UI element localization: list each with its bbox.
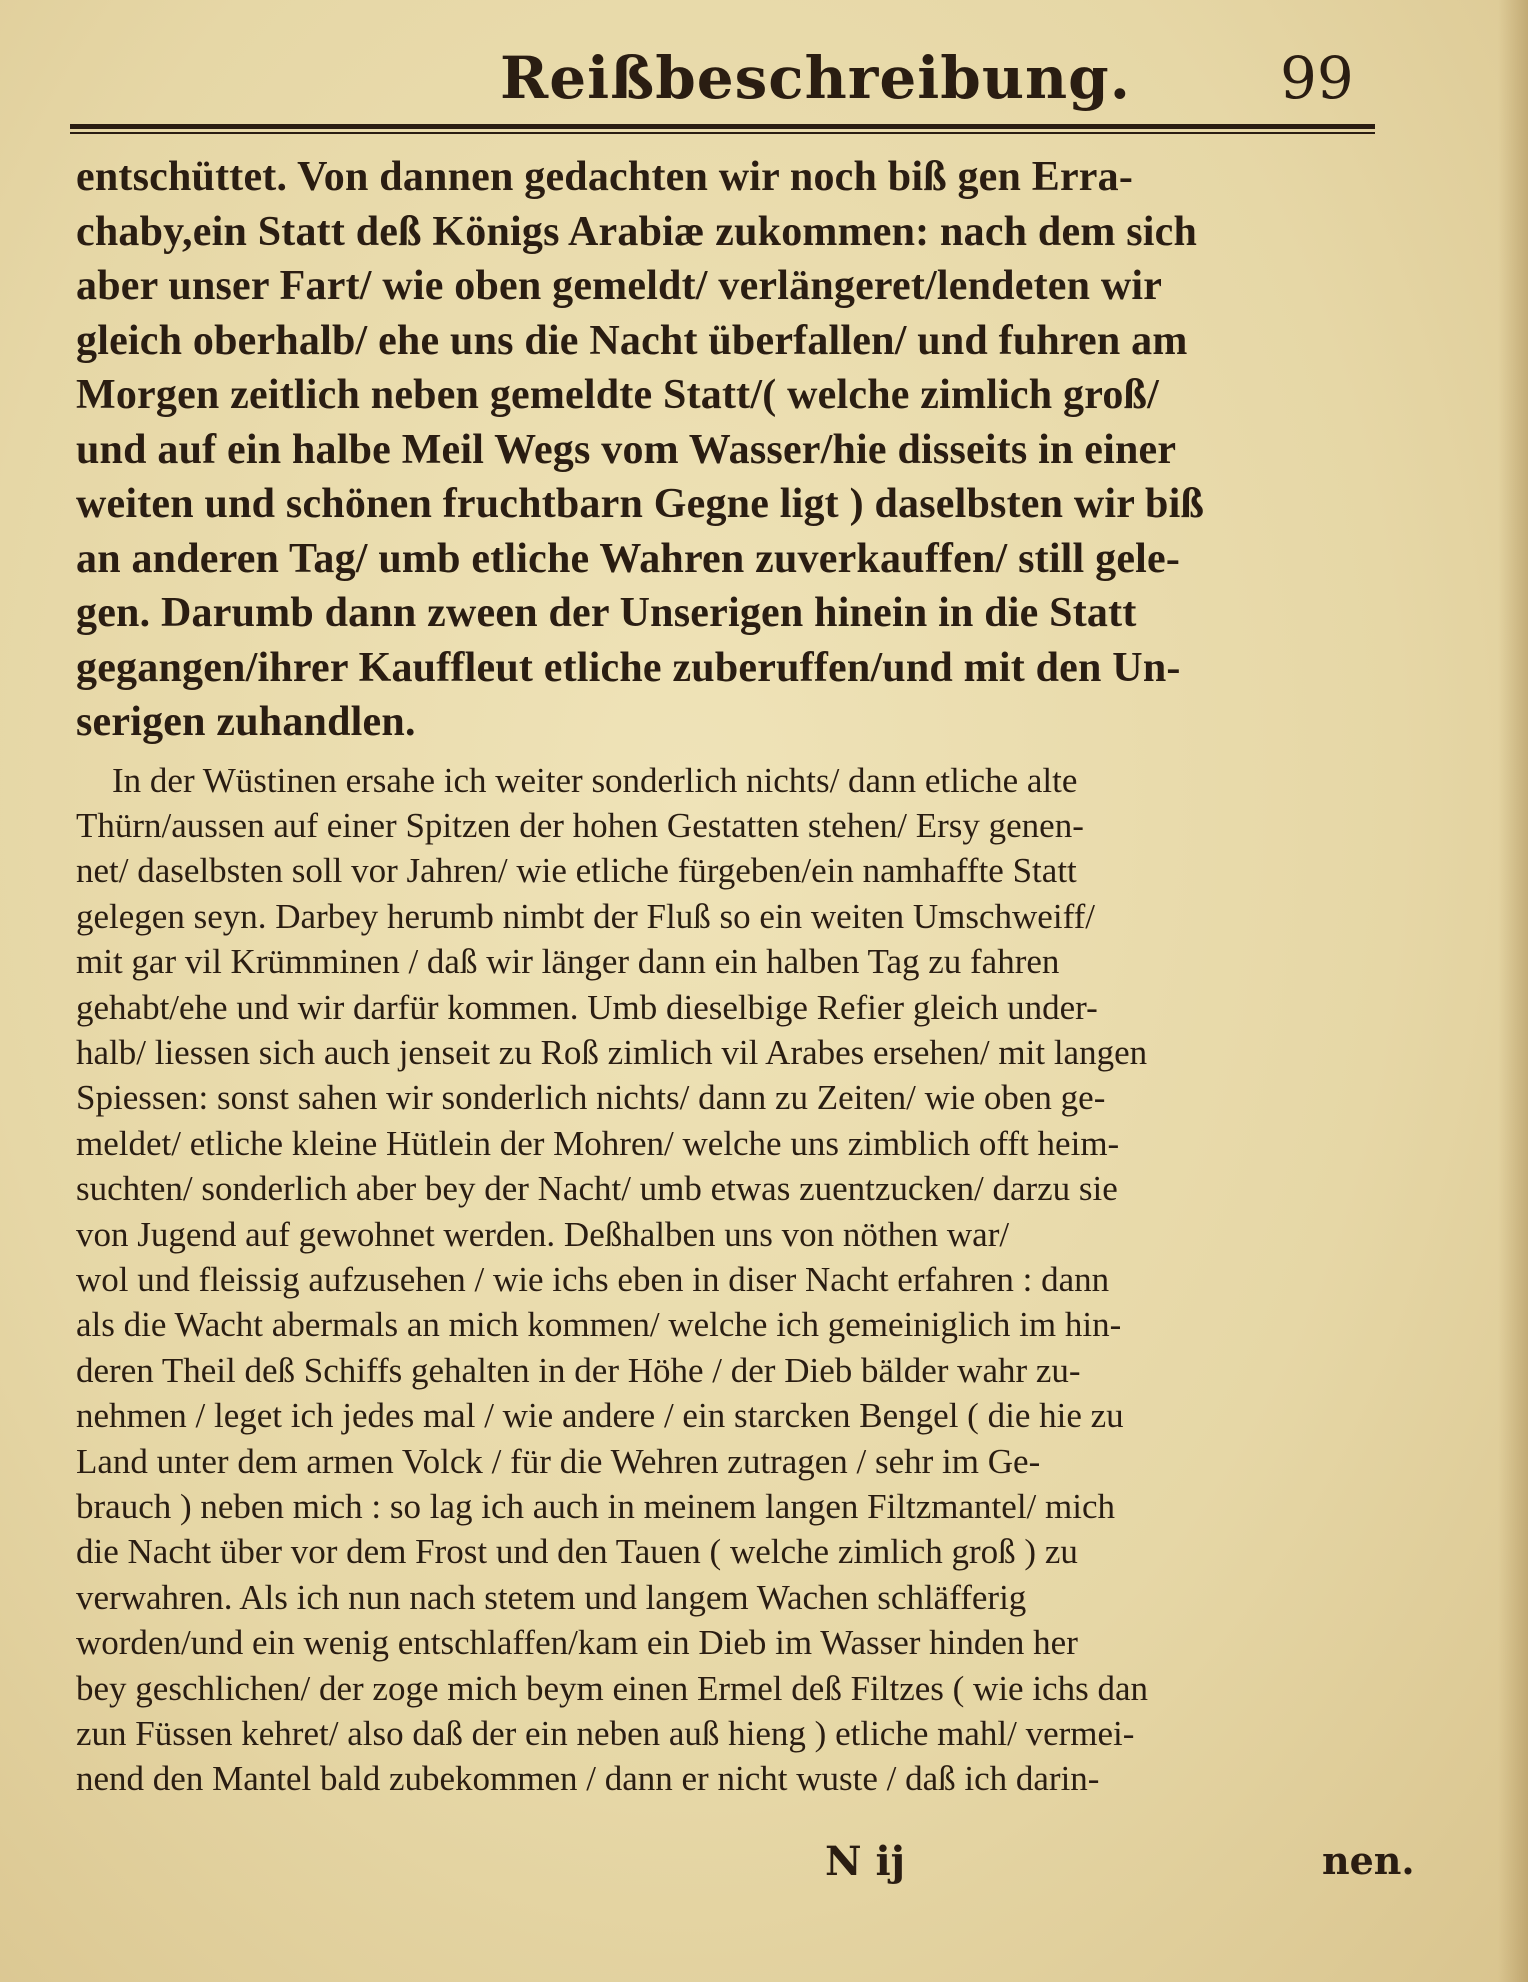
text-line: nend den Mantel bald zubekommen / dann er nicht wuste / daß ich darin- [76,1759,1100,1799]
text-line: aber unser Fart/ wie oben gemeldt/ verlängeret/lendeten wir [76,263,1163,309]
text-line: brauch ) neben mich : so lag ich auch in meinem langen Filtzmantel/ mich [76,1487,1115,1526]
text-line: In der Wüstinen ersahe ich weiter sonderlich nichts/ dann etliche alte [112,760,1078,800]
header-rule [70,124,1375,134]
text-line: verwahren. Als ich nun nach stetem und langem Wachen schläfferig [76,1577,1027,1617]
text-line: Spiessen: sonst sahen wir sonderlich nichts/ dann zu Zeiten/ wie oben ge- [76,1078,1106,1118]
text-line: serigen zuhandlen. [76,699,416,745]
text-line: nehmen / leget ich jedes mal / wie andere / ein starcken Bengel ( die hie zu [76,1396,1124,1436]
text-line: an anderen Tag/ umb etliche Wahren zuverkauffen/ still gele- [76,535,1181,582]
page-header [70,40,1370,120]
text-line: chaby,ein Statt deß Königs Arabiæ zukommen: nach dem sich [76,208,1198,255]
page-footer [0,1838,1528,1898]
text-line: deren Theil deß Schiffs gehalten in der Höhe / der Dieb bälder wahr zu- [76,1350,1081,1390]
text-body [76,150,1381,1802]
text-line: zun Füssen kehret/ also daß der ein neben auß hieng ) etliche mahl/ vermei- [76,1714,1135,1754]
text-line: die Nacht über vor dem Frost und den Tauen ( welche zimlich groß ) zu [76,1532,1078,1572]
text-line: gen. Darumb dann zween der Unserigen hinein in die Statt [76,590,1137,636]
paragraph-1 [76,150,1381,750]
text-line: worden/und ein wenig entschlaffen/kam ein Dieb im Wasser hinden her [76,1623,1078,1663]
text-line: bey geschlichen/ der zoge mich beym einen Ermel deß Filtzes ( wie ichs dan [76,1668,1148,1708]
text-line: gegangen/ihrer Kauffleut etliche zuberuffen/und mit den Un- [76,644,1181,691]
running-title: Reißbeschreibung. [500,44,1131,112]
text-line: gelegen seyn. Darbey herumb nimbt der Fluß so ein weiten Umschweiff/ [76,896,1095,936]
text-line: suchten/ sonderlich aber bey der Nacht/ umb etwas zuentzucken/ darzu sie [76,1169,1118,1209]
paragraph-2 [76,758,1381,1802]
text-line: entschüttet. Von dannen gedachten wir noch biß gen Erra- [76,154,1134,200]
signature-mark: N ij [825,1838,906,1885]
text-line: von Jugend auf gewohnet werden. Deßhalben uns von nöthen war/ [76,1214,1010,1254]
page-number: 99 [1280,44,1354,112]
text-line: meldet/ etliche kleine Hütlein der Mohren/ welche uns zimblich offt heim- [76,1123,1120,1163]
text-line: Morgen zeitlich neben gemeldte Statt/( welche zimlich groß/ [76,372,1159,418]
text-line: wol und fleissig aufzusehen / wie ichs eben in diser Nacht erfahren : dann [76,1259,1110,1299]
text-line: gehabt/ehe und wir darfür kommen. Umb dieselbige Refier gleich under- [76,987,1098,1027]
text-line: als die Wacht abermals an mich kommen/ welche ich gemeiniglich im hin- [76,1305,1122,1345]
text-line: Land unter dem armen Volck / für die Wehren zutragen / sehr im Ge- [76,1441,1041,1481]
text-line: halb/ liessen sich auch jenseit zu Roß zimlich vil Arabes ersehen/ mit langen [76,1032,1148,1072]
text-line: net/ daselbsten soll vor Jahren/ wie etliche fürgeben/ein namhaffte Statt [76,851,1077,891]
text-line: weiten und schönen fruchtbarn Gegne ligt ) daselbsten wir biß [76,481,1205,527]
catchword: nen. [1322,1838,1415,1883]
page-edge-shadow [1498,0,1528,1982]
text-line: Thürn/aussen auf einer Spitzen der hohen Gestatten stehen/ Ersy genen- [76,805,1084,845]
text-line: mit gar vil Krümminen / daß wir länger dann ein halben Tag zu fahren [76,942,1060,982]
text-line: gleich oberhalb/ ehe uns die Nacht überfallen/ und fuhren am [76,317,1188,364]
text-line: und auf ein halbe Meil Wegs vom Wasser/hie disseits in einer [76,426,1177,473]
